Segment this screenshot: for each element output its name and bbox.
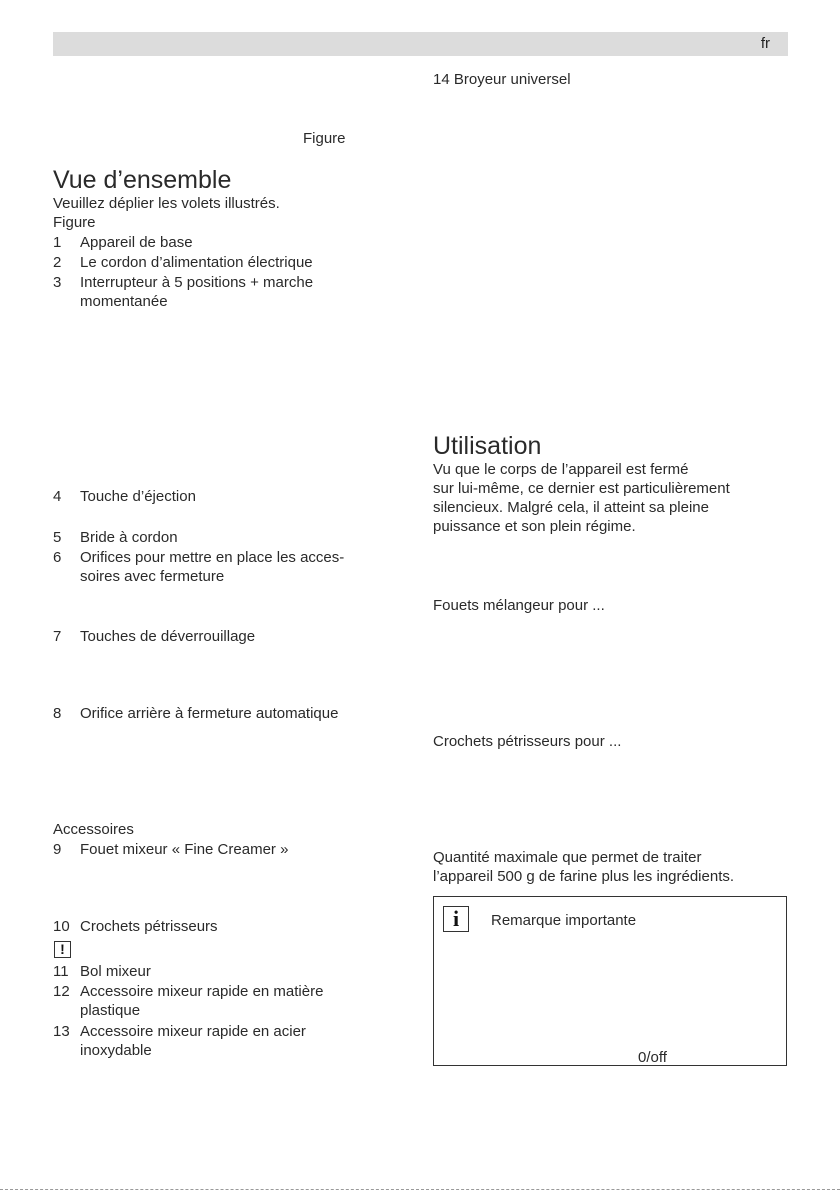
info-icon: i	[443, 906, 469, 932]
item-label: Bol mixeur	[80, 963, 151, 980]
max-quantity-line: Quantité maximale que permet de traiter	[433, 849, 702, 866]
note-title: Remarque importante	[491, 912, 637, 929]
item-label: Touches de déverrouillage	[80, 628, 256, 645]
item-label-cont: plastique	[80, 1002, 141, 1019]
item-label-cont: soires avec fermeture	[80, 568, 225, 585]
item-number: 10	[53, 918, 70, 935]
max-quantity-line: l’appareil 500 g de farine plus les ingrédients.	[433, 868, 735, 885]
important-note-box	[433, 896, 787, 1066]
item-number: 8	[53, 705, 62, 722]
item-number: 1	[53, 234, 62, 251]
warning-icon: !	[54, 941, 71, 958]
bottom-rule	[0, 1189, 840, 1190]
item-number: 6	[53, 549, 62, 566]
note-off-label: 0/off	[638, 1049, 667, 1066]
usage-para-line: silencieux. Malgré cela, il atteint sa pleine	[433, 499, 709, 516]
item-label: Orifices pour mettre en place les acces-	[80, 549, 345, 566]
usage-para-line: puissance et son plein régime.	[433, 518, 636, 535]
item-label: Le cordon d’alimentation électrique	[80, 254, 313, 271]
usage-para-line: sur lui-même, ce dernier est particulièrement	[433, 480, 730, 497]
figure-label: Figure	[53, 214, 96, 231]
item-number: 5	[53, 529, 62, 546]
item-label: Interrupteur à 5 positions + marche	[80, 274, 314, 291]
item-number: 7	[53, 628, 62, 645]
section-title-usage: Utilisation	[433, 432, 542, 460]
usage-para-line: Vu que le corps de l’appareil est fermé	[433, 461, 689, 478]
item-number: 2	[53, 254, 62, 271]
item-label: Orifice arrière à fermeture automatique	[80, 705, 339, 722]
item-label: Bride à cordon	[80, 529, 178, 546]
item-label-cont: inoxydable	[80, 1042, 152, 1059]
header-bar	[53, 32, 788, 56]
item-number: 4	[53, 488, 62, 505]
item-label: Touche d’éjection	[80, 488, 196, 505]
item-number: 11	[53, 963, 69, 980]
figure-label-top: Figure	[303, 130, 346, 147]
item-label: Accessoire mixeur rapide en matière	[80, 983, 324, 1000]
section-title-overview: Vue d’ensemble	[53, 166, 232, 194]
whisks-label: Fouets mélangeur pour ...	[433, 597, 605, 614]
item-label: Fouet mixeur « Fine Creamer »	[80, 841, 289, 858]
item-number: 12	[53, 983, 70, 1000]
item-label-cont: momentanée	[80, 293, 168, 310]
item-14-label: 14 Broyeur universel	[433, 71, 571, 88]
item-number: 3	[53, 274, 62, 291]
item-label: Crochets pétrisseurs	[80, 918, 218, 935]
language-code: fr	[760, 35, 770, 52]
item-number: 13	[53, 1023, 70, 1040]
accessories-heading: Accessoires	[53, 821, 134, 838]
item-number: 9	[53, 841, 62, 858]
intro-text: Veuillez déplier les volets illustrés.	[53, 195, 280, 212]
item-label: Accessoire mixeur rapide en acier	[80, 1023, 306, 1040]
item-label: Appareil de base	[80, 234, 193, 251]
hooks-label: Crochets pétrisseurs pour ...	[433, 733, 622, 750]
